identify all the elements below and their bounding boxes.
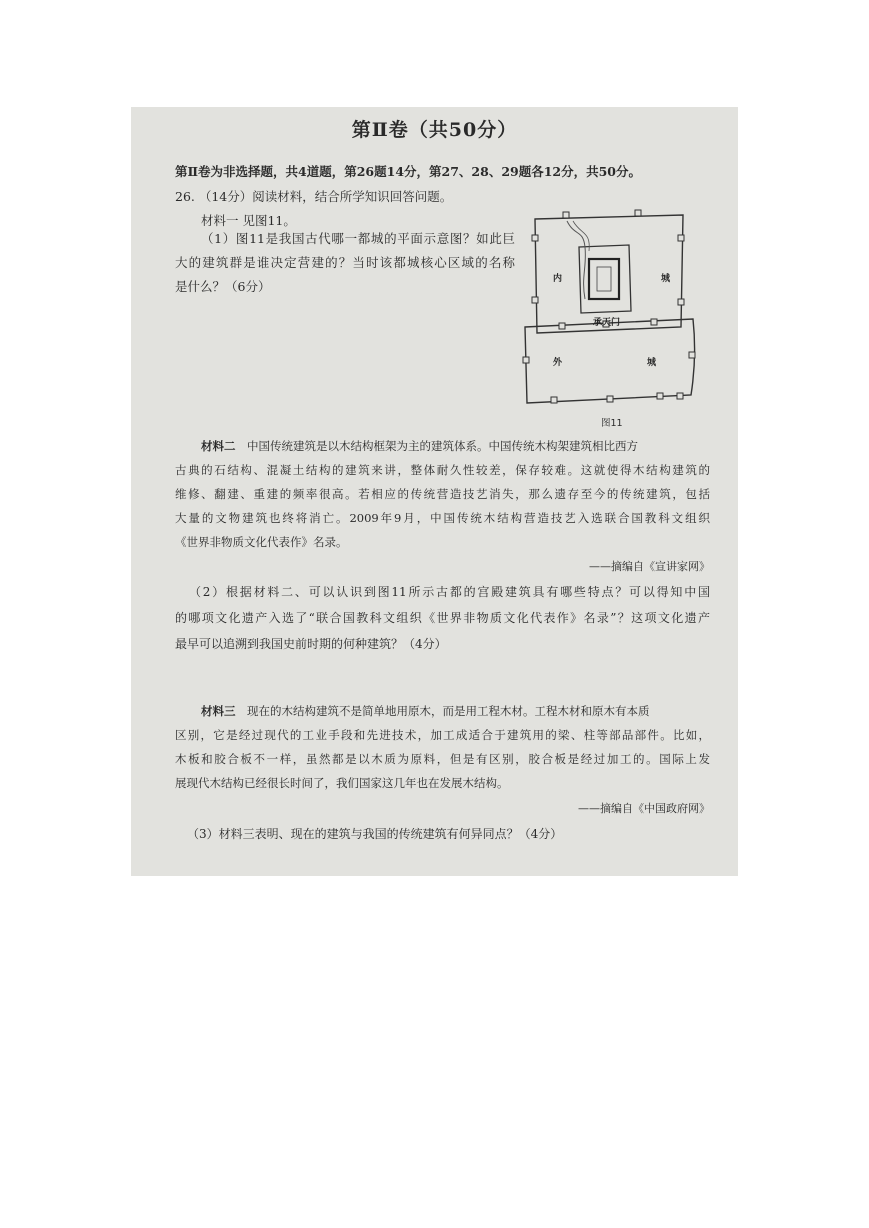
section-title: 第Ⅱ卷（共50分） (351, 119, 518, 141)
gate-marker (563, 212, 569, 218)
material-2-line: 大量的文物建筑也终将消亡。2009年9月，中国传统木结构营造技艺入选联合国教科文组织 (175, 511, 710, 525)
material-3-line: 现在的木结构建筑不是简单地用原木，而是用工程木材。工程木材和原木有本质 (247, 704, 650, 718)
imperial-city-wall (579, 245, 631, 313)
material-2 (175, 434, 710, 554)
gate-marker (677, 393, 683, 399)
palace-core (597, 267, 611, 291)
question-26-2-line: 的哪项文化遗产入选了“联合国教科文组织《世界非物质文化代表作》名录”？这项文化遗产 (175, 611, 710, 625)
question-26-1-line: （1）图11是我国古代哪一都城的平面示意图？如此巨 (201, 231, 515, 246)
figure-11-caption: 图11 (601, 418, 623, 429)
gate-marker (651, 319, 657, 325)
gate-marker (635, 210, 641, 216)
material-3-line: 展现代木结构已经很长时间了，我们国家这几年也在发展木结构。 (175, 776, 509, 790)
material-2-line: 中国传统建筑是以木结构框架为主的建筑体系。中国传统木构架建筑相比西方 (247, 439, 638, 453)
lake-outline (567, 221, 585, 299)
material-3-label: 材料三 (201, 704, 236, 718)
question-26-1-line: 是什么？（6分） (175, 279, 271, 294)
figure-11-city-plan (523, 207, 703, 407)
material-1-label: 材料一 见图11。 (201, 213, 296, 228)
gate-marker (559, 323, 565, 329)
palace-city (589, 259, 619, 299)
inner-city-label-right: 城 (661, 274, 671, 284)
city-gates (523, 210, 695, 403)
gate-marker (678, 299, 684, 305)
gate-marker (607, 396, 613, 402)
material-3-source: ——摘编自《中国政府网》 (578, 802, 710, 815)
material-3-line: 区别，它是经过现代的工业手段和先进技术，加工成适合于建筑用的梁、柱等部品部件。比如， (175, 728, 710, 742)
gate-marker (551, 397, 557, 403)
material-3-first-line (175, 699, 710, 723)
material-3-line: 木板和胶合板不一样，虽然都是以木质为原料，但是有区别，胶合板是经过加工的。国际上发 (175, 752, 710, 766)
question-26-2 (175, 579, 710, 657)
gate-marker (523, 357, 529, 363)
gate-marker (657, 393, 663, 399)
gate-marker (689, 352, 695, 358)
outer-city-label-right: 城 (647, 358, 657, 368)
inner-city-label-left: 内 (553, 274, 563, 284)
material-2-first-line (175, 434, 710, 458)
section-intro: 第Ⅱ卷为非选择题，共4道题，第26题14分，第27、28、29题各12分，共50分。 (175, 164, 641, 179)
material-2-line: 维修、翻建、重建的频率很高。若相应的传统营造技艺消失，那么遗存至今的传统建筑，包括 (175, 487, 710, 501)
question-26-2-line: 最早可以追溯到我国史前时期的何种建筑？（4分） (175, 637, 447, 651)
question-26-2-line: （2）根据材料二、可以认识到图11所示古都的宫殿建筑具有哪些特点？可以得知中国 (189, 585, 710, 599)
material-2-label: 材料二 (201, 439, 236, 453)
question-26-3: （3）材料三表明、现在的建筑与我国的传统建筑有何异同点？（4分） (187, 827, 563, 841)
material-3 (175, 699, 710, 795)
outer-city-label-left: 外 (553, 358, 563, 368)
chengtianmen-label: 承天门 (593, 318, 621, 328)
material-2-source: ——摘编自《宣讲家网》 (589, 560, 710, 573)
gate-marker (678, 235, 684, 241)
gate-marker (532, 297, 538, 303)
exam-sheet (131, 107, 738, 876)
outer-city-wall (525, 319, 695, 403)
city-plan-diagram (523, 207, 703, 407)
gate-marker (532, 235, 538, 241)
question-26-stem: 26. （14分）阅读材料，结合所学知识回答问题。 (175, 189, 453, 204)
question-26-1 (175, 227, 515, 299)
question-26-1-line: 大的建筑群是谁决定营建的？当时该都城核心区域的名称 (175, 255, 515, 270)
material-2-line: 《世界非物质文化代表作》名录。 (175, 535, 348, 549)
material-2-line: 古典的石结构、混凝土结构的建筑来讲，整体耐久性较差，保存较难。这就使得木结构建筑的 (175, 463, 710, 477)
